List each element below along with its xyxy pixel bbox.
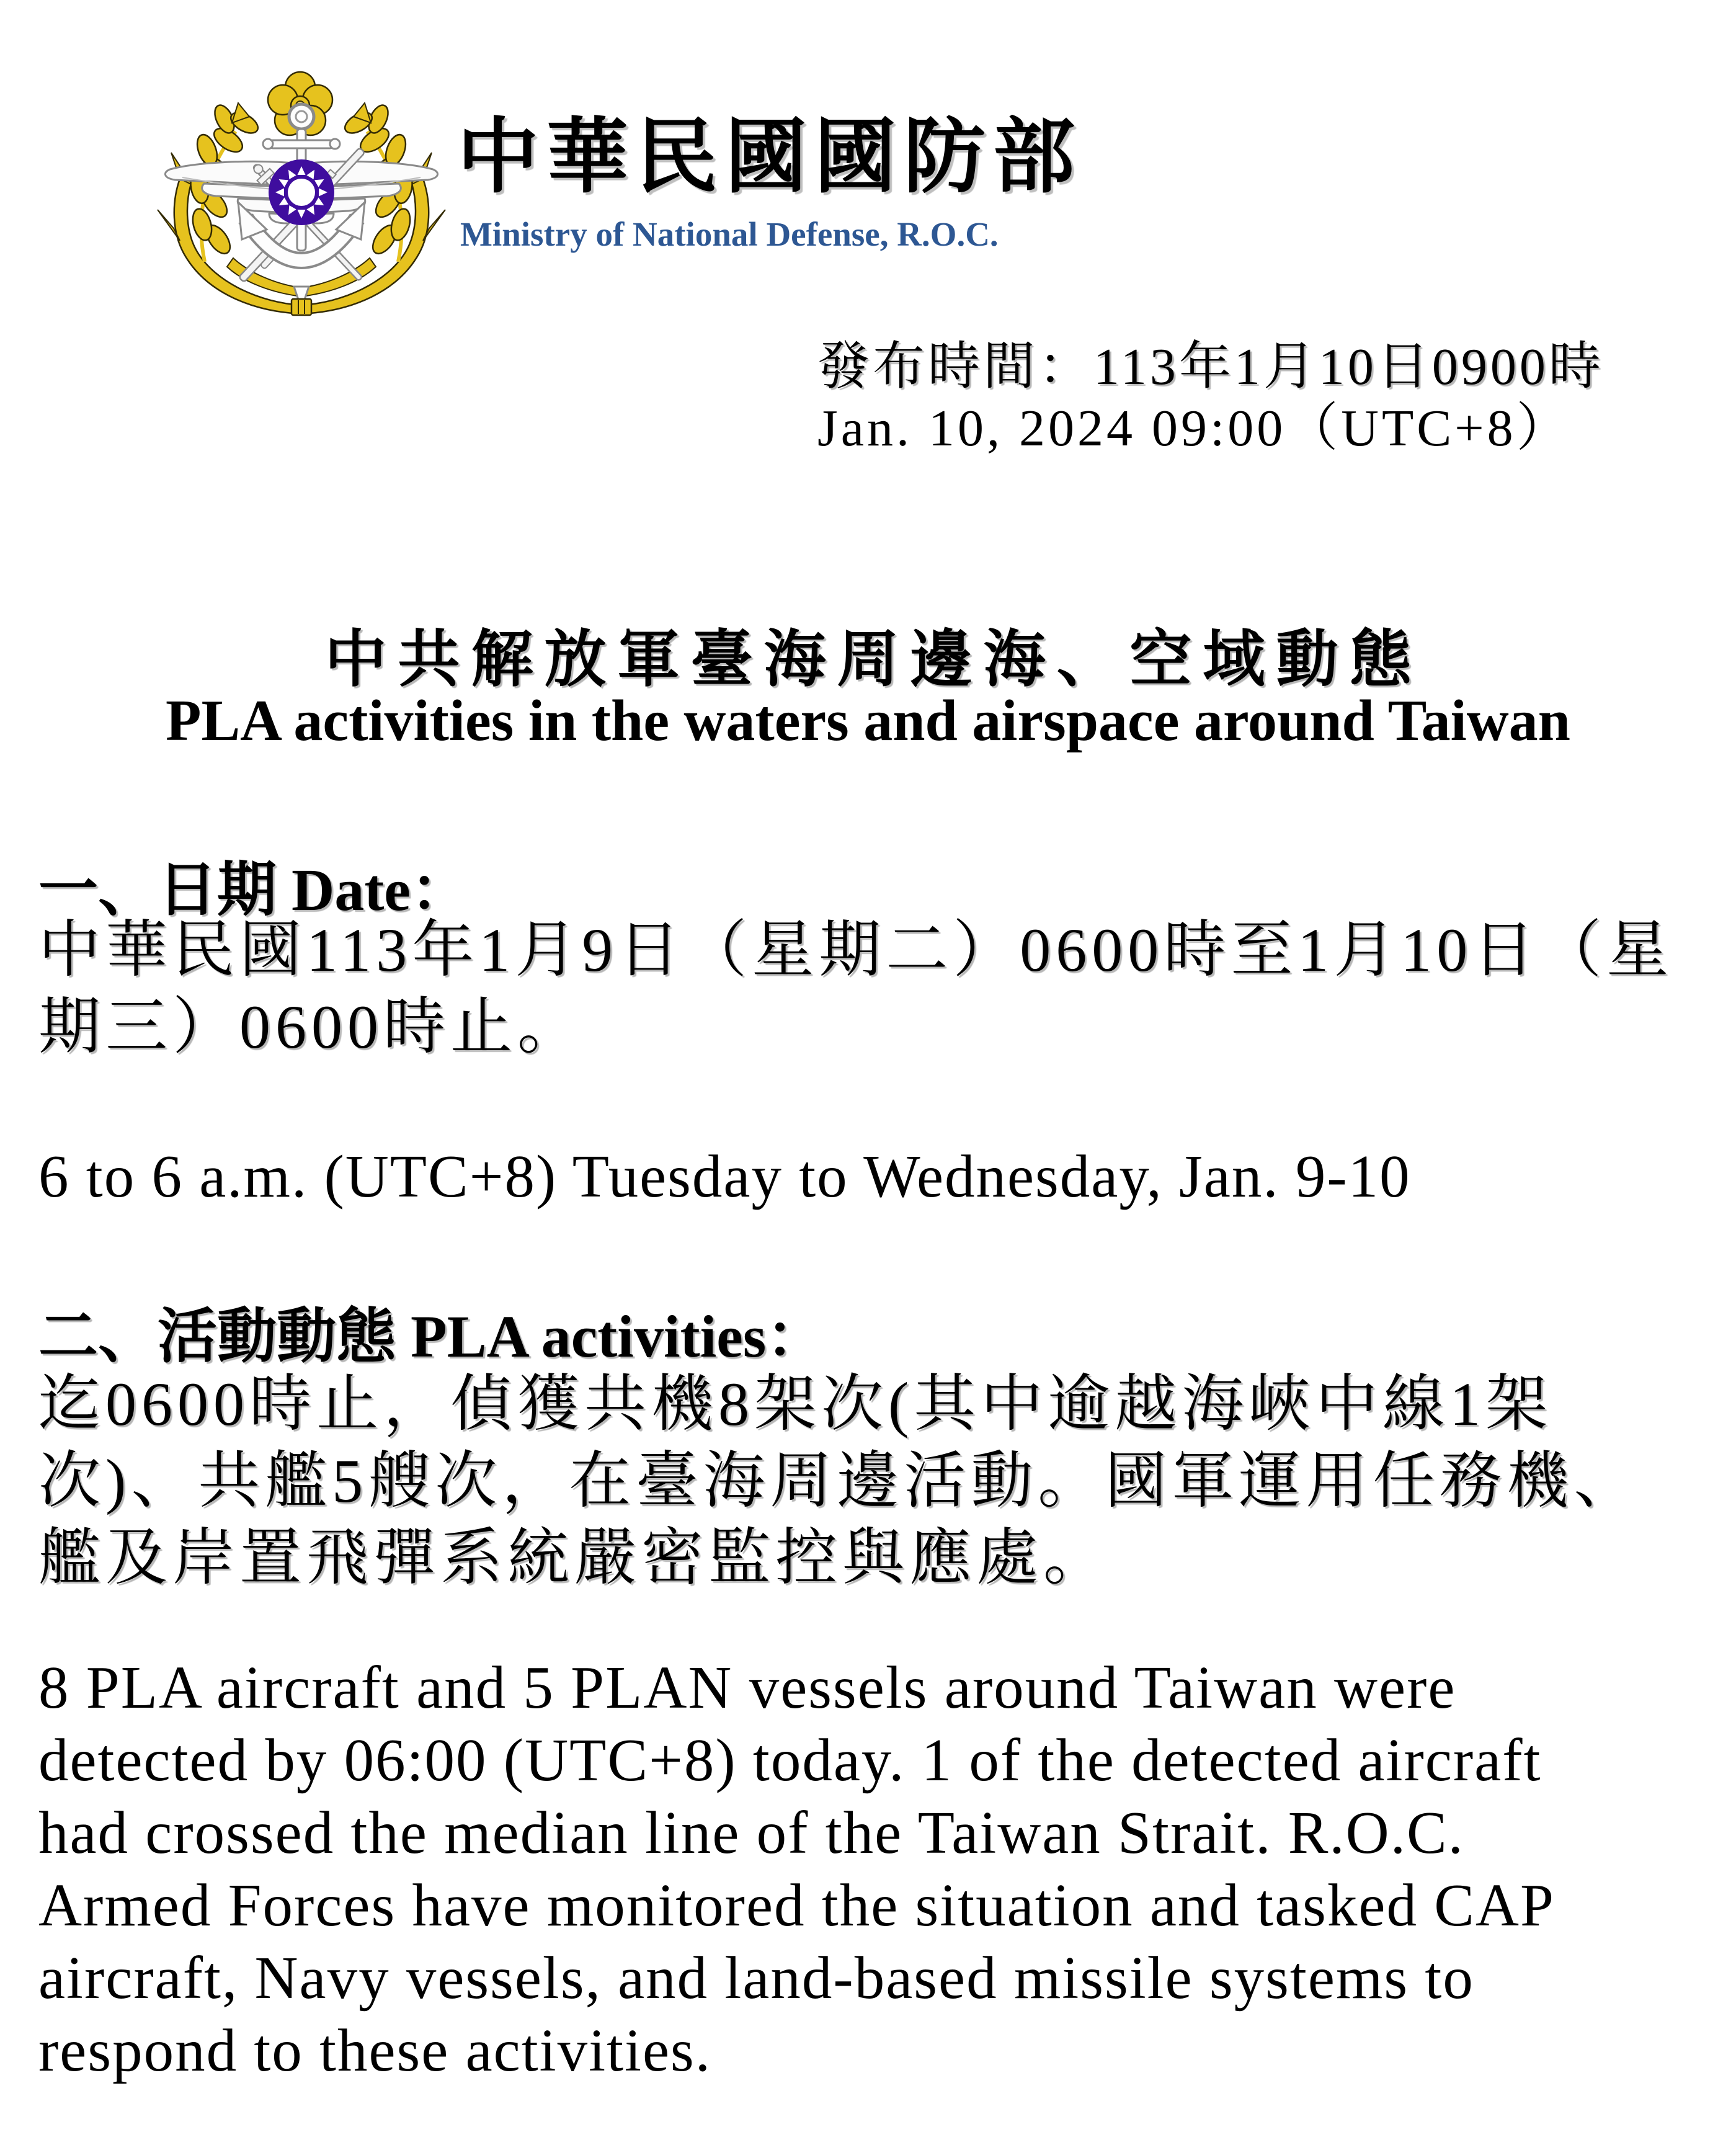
release-time-block bbox=[817, 336, 1604, 459]
release-time-zh: 發布時間：113年1月10日0900時 bbox=[817, 338, 1604, 396]
en-text-line: 8 PLA aircraft and 5 PLAN vessels around Taiwan were bbox=[38, 1654, 1456, 1721]
en-text-line: respond to these activities. bbox=[38, 2017, 712, 2084]
section-date-body-en bbox=[38, 1140, 1411, 1213]
section-date-body-zh bbox=[38, 912, 1673, 1066]
ministry-name-zh: 中華民國國防部 bbox=[457, 112, 1082, 203]
ministry-name-en: Ministry of National Defense, R.O.C. bbox=[460, 215, 999, 253]
section-activities-body-en bbox=[38, 1651, 1555, 2087]
zh-text-line: 中華民國113年1月9日（星期二）0600時至1月10日（星 bbox=[38, 916, 1674, 984]
emblem-sun-disc bbox=[269, 159, 334, 225]
mnd-emblem-icon bbox=[145, 43, 456, 329]
en-text-line: detected by 06:00 (UTC+8) today. 1 of the detected aircraft bbox=[38, 1727, 1542, 1793]
document-title-zh: 中共解放軍臺海周邊海、空域動態 bbox=[324, 625, 1423, 694]
zh-text-line: 次)、共艦5艘次，在臺海周邊活動。國軍運用任務機、 bbox=[38, 1447, 1641, 1515]
section-activities-heading: 二、活動動態 PLA activities： bbox=[38, 1303, 826, 1370]
release-time-en: Jan. 10, 2024 09:00（UTC+8） bbox=[817, 399, 1572, 458]
section-activities-body-zh bbox=[38, 1366, 1640, 1597]
section-date-heading: 一、日期 Date： bbox=[38, 857, 470, 923]
en-text-line: 6 to 6 a.m. (UTC+8) Tuesday to Wednesday, Jan. 9-10 bbox=[38, 1143, 1411, 1210]
en-text-line: Armed Forces have monitored the situation and tasked CAP bbox=[38, 1872, 1555, 1938]
en-text-line: had crossed the median line of the Taiwan Strait. R.O.C. bbox=[38, 1800, 1464, 1866]
zh-text-line: 期三）0600時止。 bbox=[38, 992, 584, 1061]
zh-text-line: 迄0600時止，偵獲共機8架次(其中逾越海峽中線1架 bbox=[38, 1370, 1553, 1438]
emblem-knot bbox=[292, 299, 311, 315]
zh-text-line: 艦及岸置飛彈系統嚴密監控與應處。 bbox=[38, 1523, 1110, 1592]
en-text-line: aircraft, Navy vessels, and land-based missile systems to bbox=[38, 1945, 1474, 2011]
document-title-en: PLA activities in the waters and airspace around Taiwan bbox=[166, 689, 1570, 753]
